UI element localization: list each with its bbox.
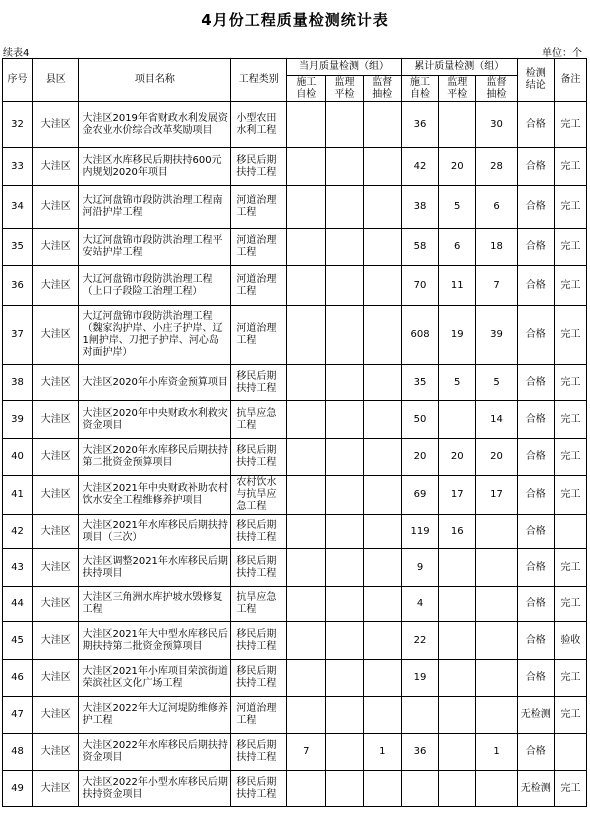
header-total-self: 施工 自检 — [401, 76, 438, 102]
cell-month-inspection — [363, 401, 401, 439]
cell-project-type: 河道治理工程 — [231, 697, 287, 734]
cell-remark: 完工 — [554, 229, 586, 266]
cell-county: 大洼区 — [32, 476, 79, 515]
cell-project-name: 大洼区2020年小库资金预算项目 — [79, 365, 231, 401]
cell-remark: 完工 — [554, 771, 586, 807]
cell-month-self — [287, 306, 326, 365]
cell-total-supervision: 5 — [439, 365, 476, 401]
cell-county: 大洼区 — [32, 771, 79, 807]
cell-project-name: 大洼区调整2021年水库移民后期扶持项目 — [79, 549, 231, 587]
cell-total-inspection: 39 — [476, 306, 517, 365]
cell-project-type: 移民后期扶持工程 — [231, 148, 287, 186]
cell-month-self — [287, 697, 326, 734]
header-project: 项目名称 — [79, 59, 231, 102]
header-total-group: 累计质量检测（组） — [401, 59, 517, 76]
header-total-supervision: 监理 平检 — [439, 76, 476, 102]
cell-county: 大洼区 — [32, 365, 79, 401]
cell-project-name: 大辽河盘锦市段防洪治理工程（上口子段险工治理工程） — [79, 266, 231, 306]
header-month-self: 施工 自检 — [287, 76, 326, 102]
cell-month-inspection — [363, 186, 401, 229]
cell-month-supervision — [326, 771, 363, 807]
cell-remark: 完工 — [554, 186, 586, 229]
cell-project-type: 移民后期扶持工程 — [231, 660, 287, 697]
cell-conclusion: 合格 — [517, 102, 554, 148]
cell-total-supervision — [439, 622, 476, 660]
unit-label: 单位：个 — [542, 48, 582, 59]
cell-month-self — [287, 401, 326, 439]
cell-month-inspection — [363, 515, 401, 549]
cell-month-supervision — [326, 186, 363, 229]
table-row — [3, 622, 587, 660]
table-row — [3, 734, 587, 771]
cell-county: 大洼区 — [32, 515, 79, 549]
cell-total-self: 4 — [401, 587, 438, 622]
cell-month-supervision — [326, 622, 363, 660]
cell-total-self: 69 — [401, 476, 438, 515]
cell-total-supervision — [439, 734, 476, 771]
cell-remark: 完工 — [554, 476, 586, 515]
cell-total-inspection: 1 — [476, 734, 517, 771]
cell-seq: 35 — [3, 229, 33, 266]
cell-county: 大洼区 — [32, 401, 79, 439]
cell-total-self: 42 — [401, 148, 438, 186]
cell-total-self: 119 — [401, 515, 438, 549]
cell-total-supervision — [439, 587, 476, 622]
cell-project-type: 抗旱应急工程 — [231, 587, 287, 622]
cell-month-supervision — [326, 401, 363, 439]
cell-month-self — [287, 660, 326, 697]
cell-project-name: 大辽河盘锦市段防洪治理工程（魏家沟护岸、小庄子护岸、辽1闸护岸、刀把子护岸、河心岛对面护岸） — [79, 306, 231, 365]
cell-seq: 34 — [3, 186, 33, 229]
cell-month-self — [287, 186, 326, 229]
cell-seq: 48 — [3, 734, 33, 771]
cell-county: 大洼区 — [32, 439, 79, 476]
cell-remark: 完工 — [554, 401, 586, 439]
cell-total-supervision — [439, 549, 476, 587]
cell-project-name: 大洼区2021年小库项目荣滨街道荣滨社区文化广场工程 — [79, 660, 231, 697]
report-title: 4月份工程质量检测统计表 — [201, 11, 389, 29]
cell-remark — [554, 515, 586, 549]
cell-total-inspection — [476, 587, 517, 622]
table-row — [3, 439, 587, 476]
cell-conclusion: 合格 — [517, 622, 554, 660]
cell-seq: 36 — [3, 266, 33, 306]
cell-total-supervision — [439, 401, 476, 439]
cell-total-self: 58 — [401, 229, 438, 266]
cell-month-supervision — [326, 697, 363, 734]
cell-total-inspection: 7 — [476, 266, 517, 306]
cell-total-self: 38 — [401, 186, 438, 229]
cell-conclusion: 合格 — [517, 660, 554, 697]
cell-month-self — [287, 771, 326, 807]
cell-month-supervision — [326, 148, 363, 186]
cell-total-inspection: 6 — [476, 186, 517, 229]
cell-month-self — [287, 549, 326, 587]
cell-seq: 47 — [3, 697, 33, 734]
header-type: 工程类别 — [231, 59, 287, 102]
cell-month-self — [287, 476, 326, 515]
cell-seq: 41 — [3, 476, 33, 515]
cell-total-self: 35 — [401, 365, 438, 401]
cell-month-self — [287, 439, 326, 476]
cell-seq: 37 — [3, 306, 33, 365]
header-month-inspection: 监督 抽检 — [363, 76, 401, 102]
cell-month-inspection — [363, 439, 401, 476]
cell-project-name: 大洼区2022年大辽河堤防维修养护工程 — [79, 697, 231, 734]
cell-project-type: 河道治理工程 — [231, 266, 287, 306]
cell-project-type: 河道治理工程 — [231, 306, 287, 365]
table-row — [3, 401, 587, 439]
cell-month-inspection — [363, 660, 401, 697]
cell-project-name: 大洼区2019年省财政水利发展资金农业水价综合改革奖励项目 — [79, 102, 231, 148]
cell-total-supervision: 11 — [439, 266, 476, 306]
cell-seq: 40 — [3, 439, 33, 476]
header-county: 县区 — [32, 59, 79, 102]
cell-month-inspection — [363, 306, 401, 365]
cell-month-inspection — [363, 549, 401, 587]
cell-remark: 完工 — [554, 697, 586, 734]
cell-conclusion: 合格 — [517, 148, 554, 186]
cell-month-self — [287, 148, 326, 186]
cell-remark: 完工 — [554, 266, 586, 306]
cell-conclusion: 无检测 — [517, 771, 554, 807]
cell-total-self — [401, 771, 438, 807]
cell-total-inspection: 18 — [476, 229, 517, 266]
cell-month-supervision — [326, 229, 363, 266]
table-row — [3, 148, 587, 186]
cell-county: 大洼区 — [32, 622, 79, 660]
header-seq: 序号 — [3, 59, 33, 102]
cell-seq: 46 — [3, 660, 33, 697]
cell-conclusion: 合格 — [517, 587, 554, 622]
cell-project-name: 大洼区2021年大中型水库移民后期扶持第二批资金预算项目 — [79, 622, 231, 660]
cell-remark: 完工 — [554, 148, 586, 186]
cell-county: 大洼区 — [32, 186, 79, 229]
sheet-label: 续表4 — [3, 48, 30, 59]
cell-total-self: 20 — [401, 439, 438, 476]
cell-project-type: 农村饮水与抗旱应急工程 — [231, 476, 287, 515]
cell-project-type: 移民后期扶持工程 — [231, 515, 287, 549]
cell-month-supervision — [326, 587, 363, 622]
cell-project-type: 移民后期扶持工程 — [231, 439, 287, 476]
cell-remark: 完工 — [554, 365, 586, 401]
header-month-supervision: 监理 平检 — [326, 76, 363, 102]
cell-total-supervision — [439, 697, 476, 734]
cell-total-inspection — [476, 771, 517, 807]
table-row — [3, 306, 587, 365]
cell-month-inspection — [363, 266, 401, 306]
cell-county: 大洼区 — [32, 148, 79, 186]
cell-project-name: 大辽河盘锦市段防洪治理工程平安站护岸工程 — [79, 229, 231, 266]
cell-county: 大洼区 — [32, 306, 79, 365]
cell-project-type: 移民后期扶持工程 — [231, 734, 287, 771]
cell-remark: 验收 — [554, 622, 586, 660]
cell-conclusion: 合格 — [517, 549, 554, 587]
cell-month-supervision — [326, 515, 363, 549]
cell-seq: 38 — [3, 365, 33, 401]
cell-total-inspection — [476, 622, 517, 660]
cell-remark: 完工 — [554, 102, 586, 148]
cell-remark — [554, 734, 586, 771]
cell-project-type: 移民后期扶持工程 — [231, 549, 287, 587]
cell-project-type: 河道治理工程 — [231, 229, 287, 266]
cell-month-inspection — [363, 102, 401, 148]
cell-total-self: 19 — [401, 660, 438, 697]
cell-month-supervision — [326, 102, 363, 148]
cell-total-self: 70 — [401, 266, 438, 306]
cell-remark: 完工 — [554, 660, 586, 697]
cell-month-inspection — [363, 148, 401, 186]
cell-project-type: 抗旱应急工程 — [231, 401, 287, 439]
cell-total-inspection — [476, 549, 517, 587]
cell-total-inspection: 30 — [476, 102, 517, 148]
cell-seq: 33 — [3, 148, 33, 186]
cell-project-type: 移民后期扶持工程 — [231, 365, 287, 401]
table-row — [3, 186, 587, 229]
cell-project-type: 小型农田水利工程 — [231, 102, 287, 148]
cell-month-inspection — [363, 771, 401, 807]
cell-total-self: 9 — [401, 549, 438, 587]
cell-seq: 44 — [3, 587, 33, 622]
cell-total-self: 608 — [401, 306, 438, 365]
cell-seq: 43 — [3, 549, 33, 587]
table-body — [3, 102, 587, 807]
cell-total-inspection — [476, 660, 517, 697]
cell-county: 大洼区 — [32, 102, 79, 148]
cell-conclusion: 合格 — [517, 266, 554, 306]
cell-remark: 完工 — [554, 587, 586, 622]
cell-month-supervision — [326, 266, 363, 306]
cell-conclusion: 合格 — [517, 365, 554, 401]
cell-conclusion: 合格 — [517, 306, 554, 365]
cell-total-inspection — [476, 697, 517, 734]
cell-county: 大洼区 — [32, 587, 79, 622]
cell-county: 大洼区 — [32, 697, 79, 734]
table-row — [3, 102, 587, 148]
cell-month-supervision — [326, 734, 363, 771]
table-row — [3, 549, 587, 587]
cell-conclusion: 合格 — [517, 401, 554, 439]
table-row — [3, 515, 587, 549]
cell-total-supervision — [439, 102, 476, 148]
cell-county: 大洼区 — [32, 549, 79, 587]
cell-project-name: 大洼区2022年水库移民后期扶持资金项目 — [79, 734, 231, 771]
cell-month-self — [287, 365, 326, 401]
cell-project-name: 大洼区2020年中央财政水利救灾资金项目 — [79, 401, 231, 439]
cell-month-supervision — [326, 660, 363, 697]
cell-month-self — [287, 515, 326, 549]
cell-total-inspection: 28 — [476, 148, 517, 186]
table-row — [3, 771, 587, 807]
cell-seq: 49 — [3, 771, 33, 807]
cell-project-name: 大洼区2021年中央财政补助农村饮水安全工程维修养护项目 — [79, 476, 231, 515]
cell-total-inspection: 17 — [476, 476, 517, 515]
cell-month-supervision — [326, 439, 363, 476]
cell-project-name: 大洼区三角洲水库护坡水毁修复工程 — [79, 587, 231, 622]
cell-project-name: 大洼区水库移民后期扶持600元内规划2020年项目 — [79, 148, 231, 186]
cell-month-self — [287, 587, 326, 622]
cell-seq: 42 — [3, 515, 33, 549]
cell-month-inspection — [363, 697, 401, 734]
cell-total-self: 36 — [401, 734, 438, 771]
cell-total-self: 22 — [401, 622, 438, 660]
cell-project-type: 河道治理工程 — [231, 186, 287, 229]
cell-project-type: 移民后期扶持工程 — [231, 622, 287, 660]
cell-total-supervision — [439, 660, 476, 697]
cell-total-supervision: 6 — [439, 229, 476, 266]
table-row — [3, 697, 587, 734]
cell-remark: 完工 — [554, 549, 586, 587]
header-total-inspection: 监督 抽检 — [476, 76, 517, 102]
cell-remark: 完工 — [554, 306, 586, 365]
table-row — [3, 229, 587, 266]
cell-conclusion: 合格 — [517, 515, 554, 549]
cell-total-supervision: 20 — [439, 148, 476, 186]
cell-project-name: 大洼区2022年小型水库移民后期扶持资金项目 — [79, 771, 231, 807]
inspection-table — [2, 58, 587, 807]
cell-total-supervision: 16 — [439, 515, 476, 549]
cell-month-inspection — [363, 622, 401, 660]
cell-project-name: 大洼区2020年水库移民后期扶持第二批资金预算项目 — [79, 439, 231, 476]
table-row — [3, 587, 587, 622]
cell-month-inspection — [363, 365, 401, 401]
cell-total-supervision: 5 — [439, 186, 476, 229]
cell-county: 大洼区 — [32, 734, 79, 771]
cell-month-supervision — [326, 306, 363, 365]
cell-conclusion: 合格 — [517, 186, 554, 229]
cell-total-supervision: 19 — [439, 306, 476, 365]
cell-total-inspection — [476, 515, 517, 549]
cell-month-inspection — [363, 229, 401, 266]
cell-county: 大洼区 — [32, 660, 79, 697]
cell-conclusion: 合格 — [517, 734, 554, 771]
cell-seq: 45 — [3, 622, 33, 660]
cell-remark: 完工 — [554, 439, 586, 476]
cell-month-inspection: 1 — [363, 734, 401, 771]
cell-conclusion: 合格 — [517, 439, 554, 476]
cell-project-name: 大洼区2021年水库移民后期扶持项目（三次） — [79, 515, 231, 549]
cell-total-supervision: 20 — [439, 439, 476, 476]
cell-total-supervision — [439, 771, 476, 807]
cell-month-self — [287, 622, 326, 660]
cell-county: 大洼区 — [32, 266, 79, 306]
cell-conclusion: 无检测 — [517, 697, 554, 734]
table-row — [3, 660, 587, 697]
cell-month-self — [287, 229, 326, 266]
cell-month-supervision — [326, 365, 363, 401]
cell-month-supervision — [326, 476, 363, 515]
cell-month-supervision — [326, 549, 363, 587]
cell-total-supervision: 17 — [439, 476, 476, 515]
header-remark: 备注 — [554, 59, 586, 102]
cell-month-self — [287, 266, 326, 306]
header-month-group: 当月质量检测（组） — [287, 59, 402, 76]
table-row — [3, 266, 587, 306]
cell-total-inspection: 14 — [476, 401, 517, 439]
cell-month-self — [287, 102, 326, 148]
cell-month-self: 7 — [287, 734, 326, 771]
cell-month-inspection — [363, 476, 401, 515]
cell-seq: 39 — [3, 401, 33, 439]
header-conclusion: 检测 结论 — [517, 59, 554, 102]
cell-conclusion: 合格 — [517, 476, 554, 515]
cell-project-type: 移民后期扶持工程 — [231, 771, 287, 807]
table-row — [3, 365, 587, 401]
cell-total-inspection: 5 — [476, 365, 517, 401]
cell-month-inspection — [363, 587, 401, 622]
cell-project-name: 大辽河盘锦市段防洪治理工程南河沿护岸工程 — [79, 186, 231, 229]
cell-total-self: 36 — [401, 102, 438, 148]
cell-county: 大洼区 — [32, 229, 79, 266]
cell-conclusion: 合格 — [517, 229, 554, 266]
cell-total-self — [401, 697, 438, 734]
cell-total-self: 50 — [401, 401, 438, 439]
cell-total-inspection: 20 — [476, 439, 517, 476]
cell-seq: 32 — [3, 102, 33, 148]
table-row — [3, 476, 587, 515]
